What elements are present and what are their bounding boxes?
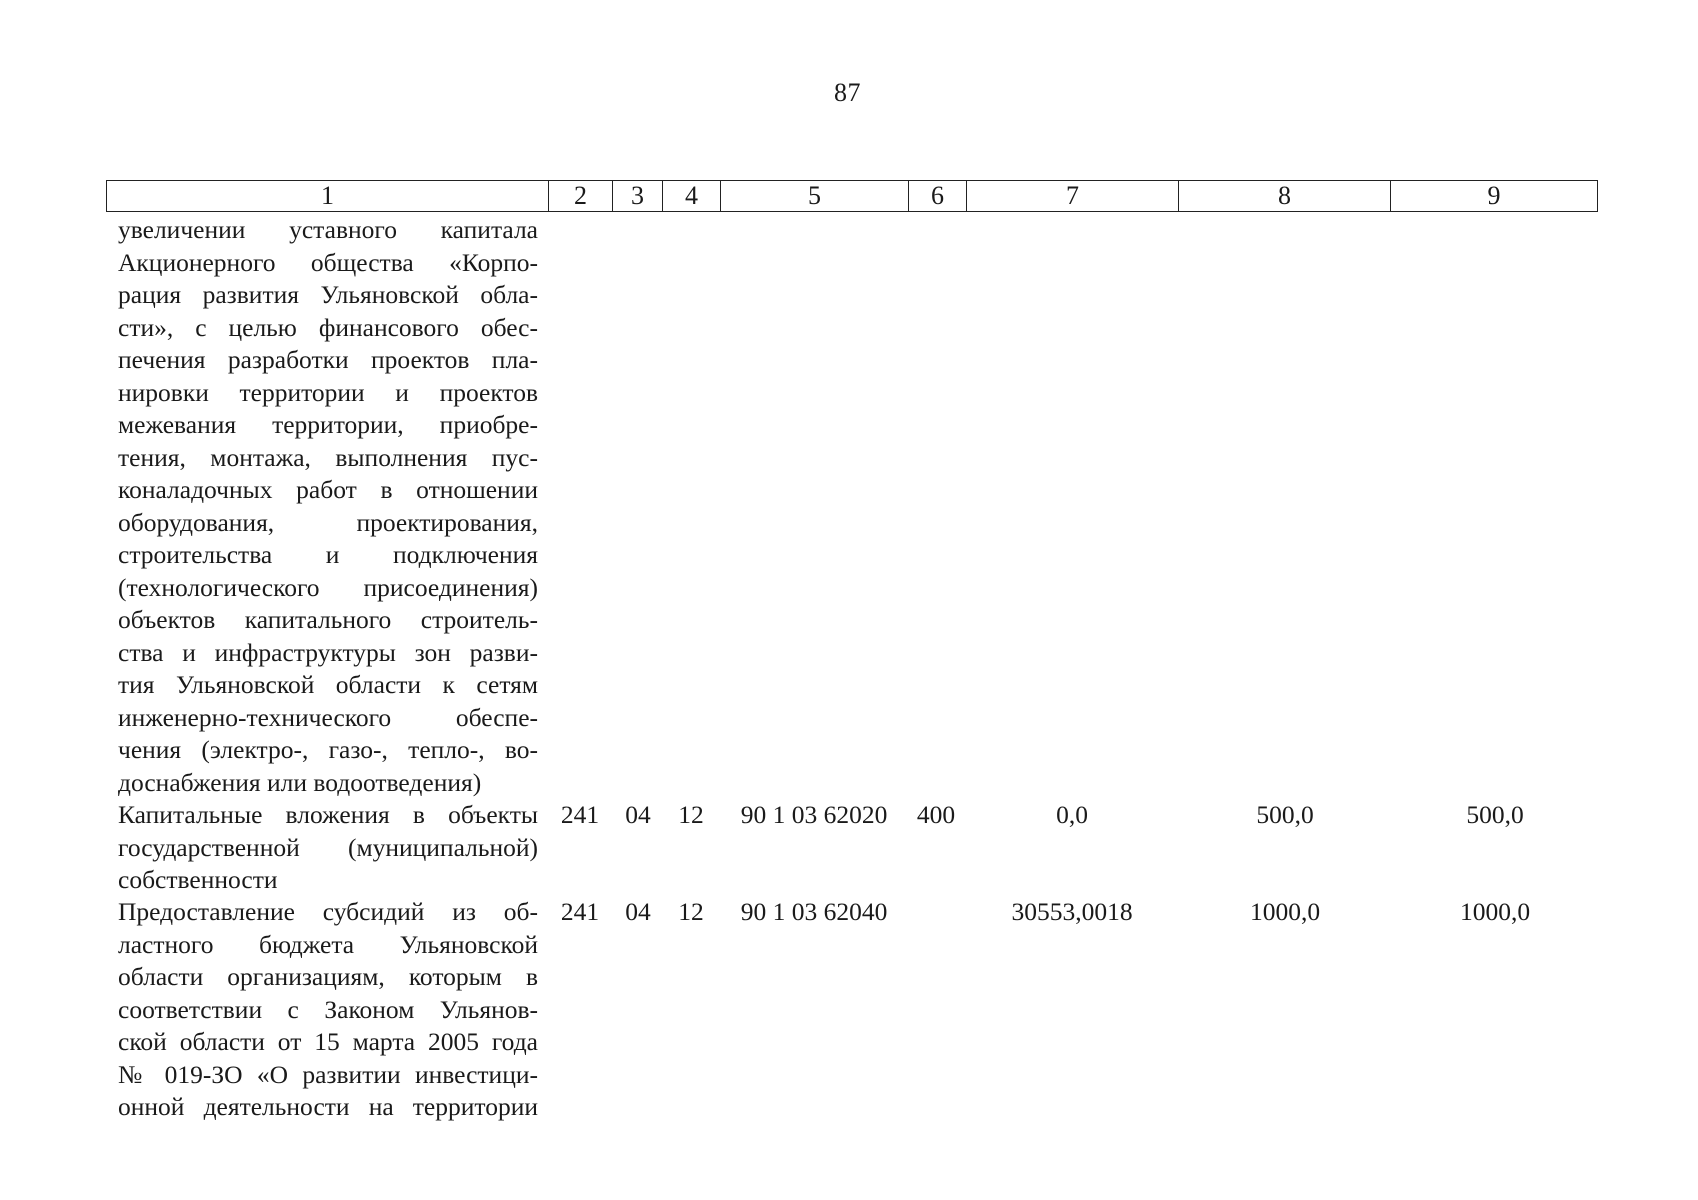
column-header-3: 3 [613,181,663,212]
column-header-5: 5 [721,181,909,212]
cell-subsection-code: 12 [678,897,704,926]
cell-ministry-code: 241 [560,800,600,829]
description-line: соответствии с Законом Ульянов- [118,994,538,1024]
cell-section-code: 04 [625,800,651,829]
description-line: рация развития Ульяновской обла- [118,280,538,309]
description-line: Капитальные вложения в объекты [118,800,538,829]
description-line: межевания территории, приобре- [118,410,538,439]
column-header-2: 2 [549,181,613,212]
description-line: № 019-ЗО «О развитии инвестици- [118,1059,538,1089]
description-line: инженерно-технического обеспе- [118,702,538,732]
description-line: ства и инфраструктуры зон разви- [118,637,538,667]
cell-section-code: 04 [625,897,651,926]
description-line: Предоставление субсидий из об- [118,897,538,926]
row-description-subsidies [118,896,538,1124]
cell-target-article: 90 1 03 62040 [740,897,888,926]
column-header-8: 8 [1179,181,1391,212]
description-line: собственности [118,865,278,894]
cell-subsection-code: 12 [678,800,704,829]
page-number: 87 [834,78,861,107]
row-description-continuation [118,214,538,799]
description-line: Акционерного общества «Корпо- [118,247,538,277]
cell-ministry-code: 241 [560,897,600,926]
description-line: чения (электро-, газо-, тепло-, во- [118,735,538,764]
description-line: нировки территории и проектов [118,377,538,407]
description-line: объектов капитального строитель- [118,605,538,634]
cell-amount-col7: 30553,0018 [1011,897,1133,926]
cell-amount-col7: 0,0 [1056,800,1088,829]
description-line: увеличении уставного капитала [118,215,538,244]
cell-expense-type: 400 [916,800,956,829]
cell-amount-col8: 500,0 [1256,800,1314,829]
cell-target-article: 90 1 03 62020 [740,800,888,829]
column-number-header [106,180,1598,212]
cell-amount-col8: 1000,0 [1249,897,1321,926]
description-line: ской области от 15 марта 2005 года [118,1027,538,1056]
cell-amount-col9: 1000,0 [1459,897,1531,926]
description-line: онной деятельности на территории [118,1092,538,1121]
column-header-7: 7 [967,181,1179,212]
description-line: сти», с целью финансового обес- [118,312,538,342]
description-line: строительства и подключения [118,540,538,569]
description-line: ластного бюджета Ульяновской [118,929,538,959]
description-line: доснабжения или водоотведения) [118,767,482,797]
column-header-6: 6 [909,181,967,212]
column-header-4: 4 [663,181,721,212]
description-line: тия Ульяновской области к сетям [118,670,538,699]
description-line: коналадочных работ в отношении [118,475,538,504]
description-line: тения, монтажа, выполнения пус- [118,442,538,472]
description-line: оборудования, проектирования, [118,507,538,537]
column-header-1: 1 [107,181,549,212]
row-description-capital-investments [118,799,538,897]
description-line: печения разработки проектов пла- [118,345,538,374]
cell-amount-col9: 500,0 [1466,800,1524,829]
description-line: государственной (муниципальной) [118,832,538,862]
column-header-9: 9 [1391,181,1598,212]
description-line: (технологического присоединения) [118,572,538,602]
description-line: области организациям, которым в [118,962,538,991]
